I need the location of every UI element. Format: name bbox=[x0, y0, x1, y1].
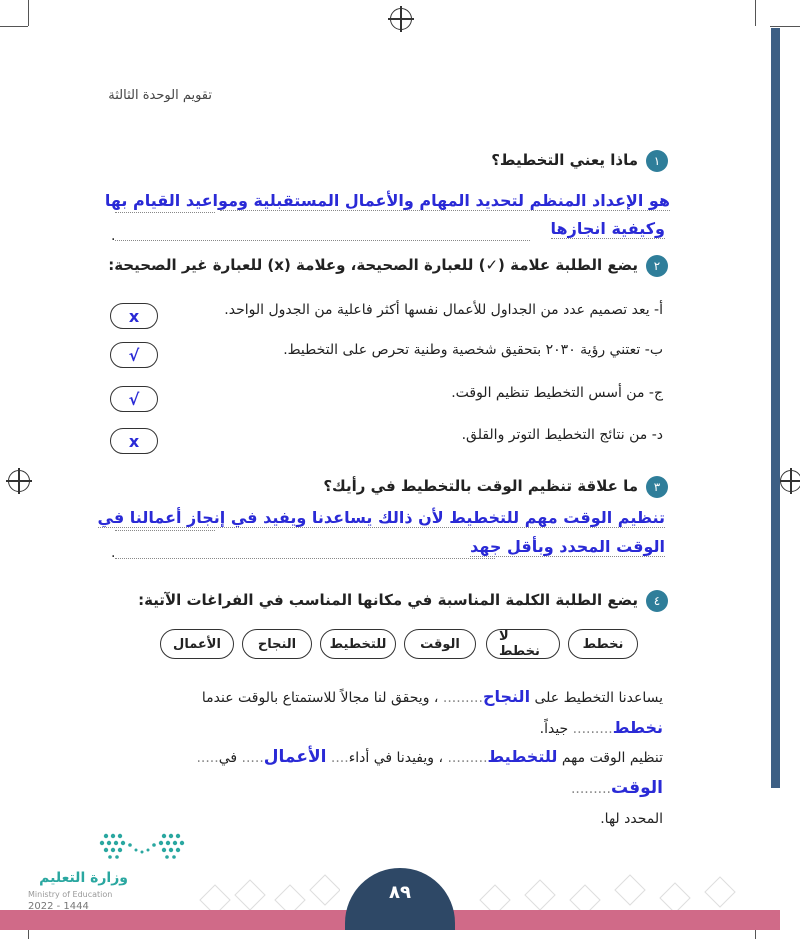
sentence-text: في bbox=[218, 750, 238, 766]
end-mark: . bbox=[111, 545, 116, 561]
decorative-pattern-icon bbox=[190, 870, 340, 910]
question-text: يضع الطلبة الكلمة المناسبة في مكانها المناسب في الفراغات الآتية: bbox=[138, 591, 638, 609]
word-bank-item: النجاح bbox=[242, 629, 312, 659]
sentence-text: تنظيم الوقت مهم bbox=[561, 750, 663, 766]
page-number: ٨٩ bbox=[345, 868, 455, 930]
question-text: ماذا يعني التخطيط؟ bbox=[491, 151, 638, 169]
answer-text: تنظيم الوقت مهم للتخطيط لأن ذالك يساعدنا ويفيد في إنجاز أعمالنا في bbox=[97, 508, 665, 527]
word-bank-item: للتخطيط bbox=[320, 629, 396, 659]
ministry-name-en: Ministry of Education bbox=[28, 890, 113, 899]
statement-text: ج- من أسس التخطيط تنظيم الوقت. bbox=[451, 385, 663, 401]
question-text: يضع الطلبة علامة (✓) للعبارة الصحيحة، وعلامة (x) للعبارة غير الصحيحة: bbox=[108, 256, 638, 274]
ministry-name-ar: وزارة التعليم bbox=[39, 870, 128, 886]
margin-bar bbox=[771, 28, 780, 788]
answer-box: x bbox=[110, 303, 158, 329]
question-number-badge: ١ bbox=[646, 150, 668, 172]
crop-mark bbox=[770, 26, 800, 27]
question-number-badge: ٤ bbox=[646, 590, 668, 612]
statement-text: د- من نتائج التخطيط التوتر والقلق. bbox=[461, 427, 663, 443]
fill-sentence: تنظيم الوقت مهم للتخطيط......... ، ويفيدنا في أداء.... الأعمال..... في..... الوقت......... المحدد لها. bbox=[196, 747, 663, 827]
statement-text: ب- تعتني رؤية ٢٠٣٠ بتحقيق شخصية وطنية تحرص على التخطيط. bbox=[283, 342, 663, 358]
crop-mark bbox=[755, 0, 756, 26]
ministry-logo-icon bbox=[96, 830, 188, 860]
filled-word: الأعمال bbox=[263, 747, 327, 767]
answer-text: الوقت المحدد وبأقل جهد bbox=[470, 537, 665, 556]
answer-box: √ bbox=[110, 386, 158, 412]
sentence-text: ، ويفيدنا في أداء bbox=[348, 750, 444, 766]
edition-year: 2022 - 1444 bbox=[28, 901, 89, 912]
sentence-text: جيداً. bbox=[539, 721, 569, 737]
end-mark: . bbox=[111, 228, 116, 244]
answer-box: √ bbox=[110, 342, 158, 368]
statement-text: أ- يعد تصميم عدد من الجداول للأعمال نفسها أكثر فاعلية من الجدول الواحد. bbox=[224, 302, 663, 318]
registration-mark-icon bbox=[390, 8, 412, 30]
sentence-text: ، ويحقق لنا مجالاً للاستمتاع بالوقت عندما bbox=[201, 690, 439, 706]
question-number-badge: ٢ bbox=[646, 255, 668, 277]
sentence-text: يساعدنا التخطيط على bbox=[534, 690, 663, 706]
question-text: ما علاقة تنظيم الوقت بالتخطيط في رأيك؟ bbox=[323, 477, 638, 495]
word-bank-item: نخطط bbox=[568, 629, 638, 659]
word-bank-item: الوقت bbox=[404, 629, 476, 659]
filled-word: نخطط bbox=[612, 718, 663, 737]
answer-dotted-line bbox=[115, 240, 530, 241]
question-number-badge: ٣ bbox=[646, 476, 668, 498]
answer-dotted-line bbox=[115, 530, 215, 531]
answer-dotted-line bbox=[115, 558, 495, 559]
crop-mark bbox=[28, 0, 29, 26]
filled-word: للتخطيط bbox=[487, 747, 558, 766]
sentence-text: المحدد لها. bbox=[600, 811, 663, 827]
answer-text: وكيفية انجازها bbox=[550, 219, 665, 238]
crop-mark bbox=[0, 26, 28, 27]
unit-title: تقويم الوحدة الثالثة bbox=[108, 88, 212, 103]
answer-text: هو الإعداد المنظم لتحديد المهام والأعمال المستقبلية ومواعيد القيام بها bbox=[104, 191, 670, 210]
answer-box: x bbox=[110, 428, 158, 454]
filled-word: الوقت bbox=[611, 778, 663, 798]
word-bank-item: الأعمال bbox=[160, 629, 234, 659]
decorative-pattern-icon bbox=[470, 870, 760, 910]
registration-mark-icon bbox=[780, 470, 800, 492]
answer-dotted-line bbox=[115, 212, 215, 213]
registration-mark-icon bbox=[8, 470, 30, 492]
filled-word: النجاح bbox=[482, 687, 531, 706]
word-bank-item: لا نخطط bbox=[486, 629, 560, 659]
fill-sentence: يساعدنا التخطيط على النجاح......... ، ويحقق لنا مجالاً للاستمتاع بالوقت عندما نخطط......... جيداً. bbox=[201, 687, 663, 737]
